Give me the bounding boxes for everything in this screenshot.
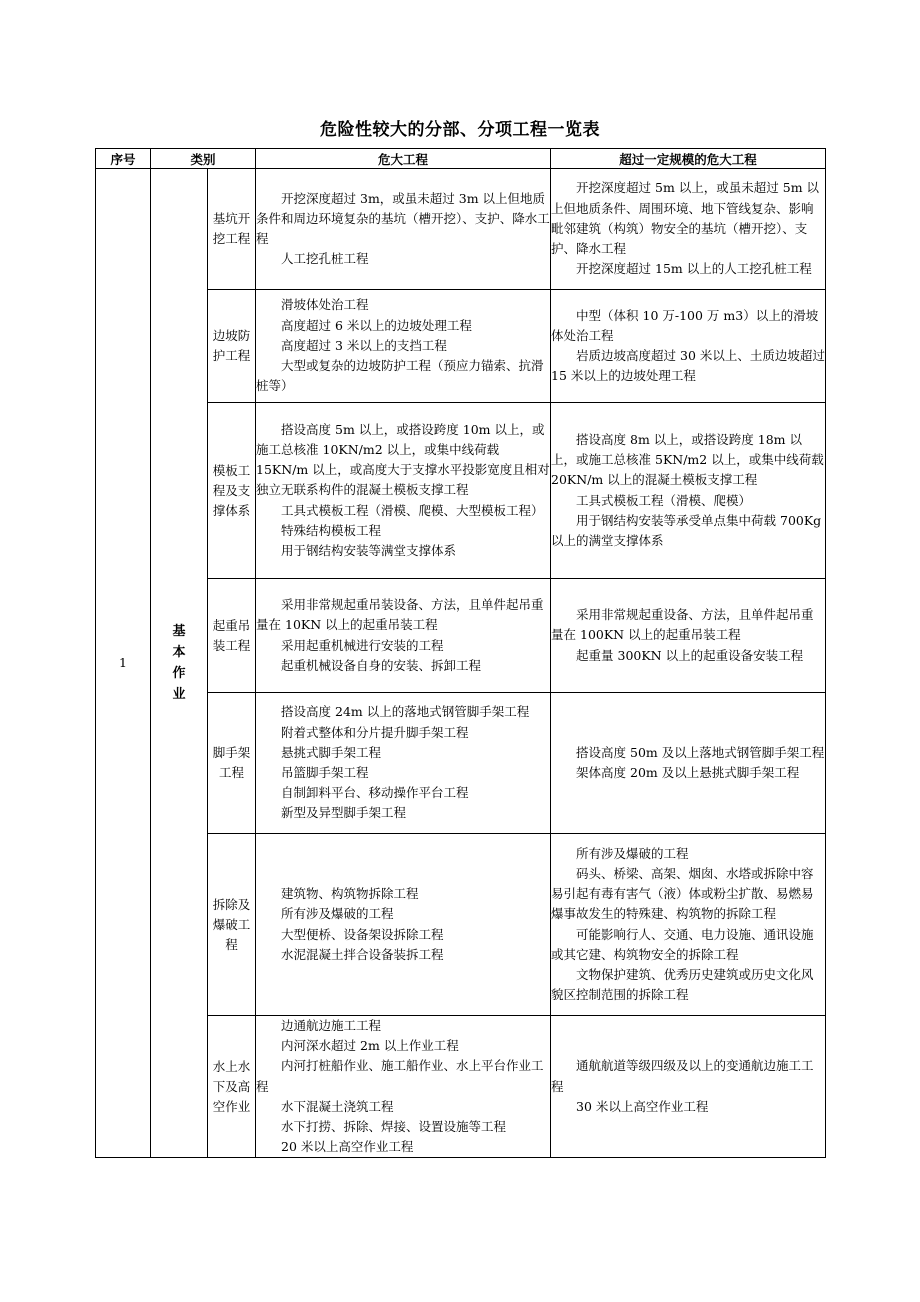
cell-paragraph: 水下混凝土浇筑工程 (281, 1098, 394, 1114)
subcategory-cell: 起重吊装工程 (208, 579, 256, 693)
cell-paragraph: 通航航道等级四级及以上的变通航边施工工程 (551, 1058, 814, 1094)
cell-paragraph: 起重机械设备自身的安装、拆卸工程 (281, 657, 482, 673)
cell-paragraph: 开挖深度超过 3m，或虽未超过 3m 以上但地质条件和周边环境复杂的基坑（槽开挖）、支护、降水工程 (256, 190, 550, 246)
subcategory-cell: 边坡防护工程 (208, 290, 256, 403)
page-title: 危险性较大的分部、分项工程一览表 (320, 120, 600, 140)
cell-paragraph: 架体高度 20m 及以上悬挑式脚手架工程 (576, 765, 800, 780)
cell-paragraph: 采用起重机械进行安装的工程 (281, 637, 444, 653)
cell-paragraph: 开挖深度超过 5m 以上，或虽未超过 5m 以上但地质条件、周围环境、地下管线复杂、影响毗邻建筑（构筑）物安全的基坑（槽开挖）、支护、降水工程 (551, 180, 820, 257)
cell-paragraph: 用于钢结构安装等满堂支撑体系 (281, 543, 457, 558)
cell-paragraph: 搭设高度 50m 及以上落地式钢管脚手架工程 (576, 744, 825, 760)
cell-paragraph: 大型或复杂的边坡防护工程（预应力锚索、抗滑桩等） (256, 358, 544, 394)
dangerous-cell (256, 834, 551, 1016)
category-label: 基本作业 (172, 624, 186, 703)
cell-paragraph: 水下打捞、拆除、焊接、设置设施等工程 (281, 1119, 507, 1135)
dangerous-cell (256, 1016, 551, 1158)
dangerous-cell (256, 169, 551, 290)
cell-paragraph: 搭设高度 5m 以上，或搭设跨度 10m 以上，或施工总核准 10KN/m2 以上，或集中线荷载 15KN/m 以上，或高度大于支撑水平投影宽度且相对独立无联系构件的混凝土模板支撑工程 (256, 421, 550, 498)
header-dangerous: 危大工程 (256, 149, 551, 169)
cell-paragraph: 采用非常规起重设备、方法，且单件起吊重量在 100KN 以上的起重吊装工程 (551, 607, 814, 643)
cell-paragraph: 起重量 300KN 以上的起重设备安装工程 (576, 647, 804, 663)
cell-paragraph: 大型便桥、设备架设拆除工程 (281, 926, 444, 942)
cell-paragraph: 搭设高度 24m 以上的落地式钢管脚手架工程 (281, 704, 530, 720)
dangerous-cell (256, 693, 551, 834)
cell-paragraph: 吊篮脚手架工程 (281, 765, 369, 780)
cell-paragraph: 20 米以上高空作业工程 (281, 1139, 414, 1155)
subcategory-cell: 水上水下及高空作业 (208, 1016, 256, 1158)
large-scale-cell (551, 579, 826, 693)
cell-paragraph: 附着式整体和分片提升脚手架工程 (281, 724, 469, 740)
subcategory-cell: 模板工程及支撑体系 (208, 403, 256, 579)
large-scale-cell (551, 169, 826, 290)
header-row (96, 149, 826, 169)
cell-paragraph: 内河打桩船作业、施工船作业、水上平台作业工程 (256, 1058, 544, 1094)
cell-paragraph: 工具式模板工程（滑模、爬模、大型模板工程） (281, 502, 544, 518)
cell-paragraph: 可能影响行人、交通、电力设施、通讯设施或其它建、构筑物安全的拆除工程 (551, 926, 814, 962)
dangerous-cell (256, 403, 551, 579)
category-cell (151, 169, 208, 1158)
cell-paragraph: 滑坡体处治工程 (281, 297, 369, 313)
large-scale-cell (551, 1016, 826, 1158)
subcategory-cell: 脚手架工程 (208, 693, 256, 834)
cell-paragraph: 开挖深度超过 15m 以上的人工挖孔桩工程 (576, 261, 812, 277)
hazard-table (95, 148, 826, 1158)
table-row (96, 169, 826, 290)
large-scale-cell (551, 693, 826, 834)
cell-paragraph: 用于钢结构安装等承受单点集中荷载 700Kg 以上的满堂支撑体系 (551, 512, 822, 548)
cell-paragraph: 码头、桥梁、高架、烟囱、水塔或拆除中容易引起有毒有害气（液）体或粉尘扩散、易燃易爆事故发生的特殊建、构筑物的拆除工程 (551, 865, 814, 922)
cell-paragraph: 边通航边施工工程 (281, 1018, 382, 1033)
cell-paragraph: 搭设高度 8m 以上，或搭设跨度 18m 以上，或施工总核准 5KN/m2 以上，或集中线荷载 20KN/m 以上的混凝土模板支撑工程 (551, 431, 824, 488)
large-scale-cell (551, 834, 826, 1016)
cell-paragraph: 所有涉及爆破的工程 (281, 906, 394, 922)
cell-paragraph: 30 米以上高空作业工程 (576, 1098, 709, 1114)
cell-paragraph: 水泥混凝土拌合设备装拆工程 (281, 946, 444, 962)
cell-paragraph: 中型（体积 10 万-100 万 m3）以上的滑坡体处治工程 (551, 307, 819, 343)
cell-paragraph: 特殊结构模板工程 (281, 522, 382, 538)
cell-paragraph: 所有涉及爆破的工程 (576, 845, 689, 861)
cell-paragraph: 高度超过 3 米以上的支挡工程 (281, 337, 447, 353)
cell-paragraph: 工具式模板工程（滑模、爬模） (576, 492, 752, 508)
cell-paragraph: 人工挖孔桩工程 (281, 251, 369, 267)
cell-paragraph: 悬挑式脚手架工程 (281, 744, 382, 760)
cell-paragraph: 内河深水超过 2m 以上作业工程 (281, 1038, 459, 1054)
seq-cell: 1 (96, 169, 151, 1158)
header-category: 类别 (151, 149, 256, 169)
dangerous-cell (256, 579, 551, 693)
subcategory-cell: 基坑开挖工程 (208, 169, 256, 290)
cell-paragraph: 建筑物、构筑物拆除工程 (281, 886, 419, 902)
dangerous-cell (256, 290, 551, 403)
large-scale-cell (551, 290, 826, 403)
table-body (96, 169, 826, 1158)
large-scale-cell (551, 403, 826, 579)
subcategory-cell: 拆除及爆破工程 (208, 834, 256, 1016)
cell-paragraph: 岩质边坡高度超过 30 米以上、土质边坡超过 15 米以上的边坡处理工程 (551, 348, 825, 384)
cell-paragraph: 自制卸料平台、移动操作平台工程 (281, 785, 469, 801)
header-large-scale: 超过一定规模的危大工程 (551, 149, 826, 169)
cell-paragraph: 高度超过 6 米以上的边坡处理工程 (281, 317, 472, 333)
header-seq: 序号 (96, 149, 151, 169)
cell-paragraph: 采用非常规起重吊装设备、方法，且单件起吊重量在 10KN 以上的起重吊装工程 (256, 597, 544, 633)
cell-paragraph: 文物保护建筑、优秀历史建筑或历史文化风貌区控制范围的拆除工程 (551, 966, 814, 1003)
cell-paragraph: 新型及异型脚手架工程 (281, 805, 407, 821)
